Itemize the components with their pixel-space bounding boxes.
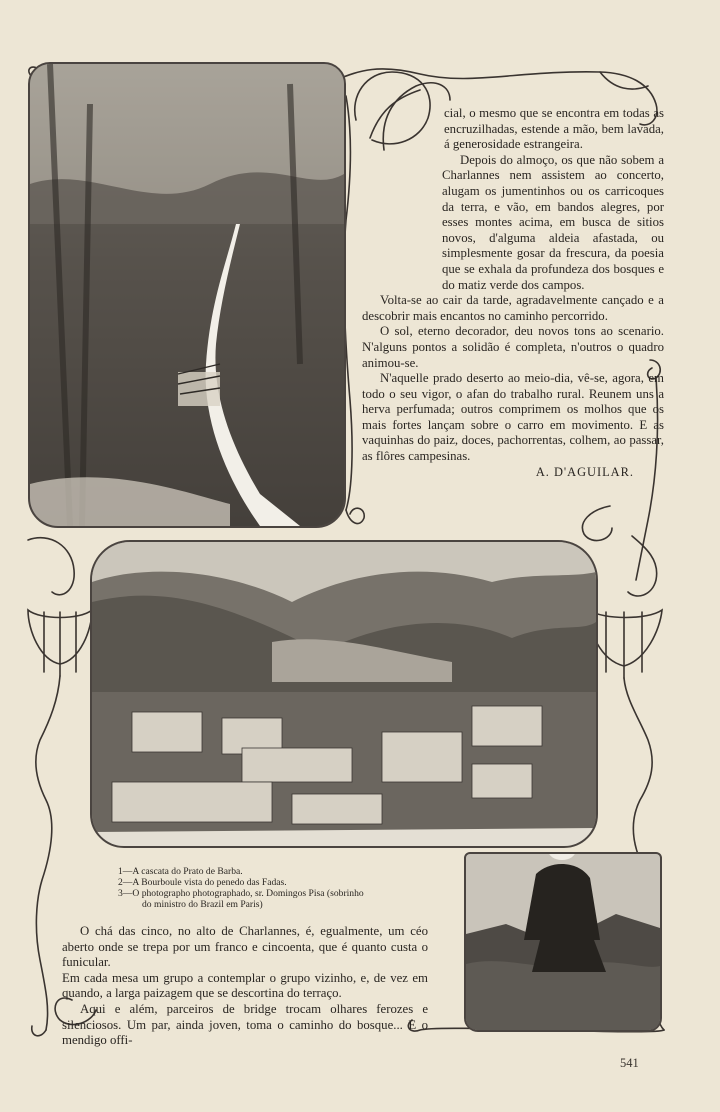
article-paragraph: cial, o mesmo que se encontra em todas as encruzilhadas, estende a mão, bem lavada, á generosidade estrangeira. xyxy=(444,106,664,152)
town-view-image xyxy=(92,542,596,846)
article-paragraph: O sol, eterno decorador, deu novos tons ao scenario. N'alguns pontos a solidão é completa, n'outros o quadro animou-se. xyxy=(362,324,664,370)
author-signature: A. D'AGUILAR. xyxy=(535,464,634,479)
article-continuation-bottom xyxy=(62,924,428,1049)
photographer-image xyxy=(466,854,660,1030)
town-view-photo xyxy=(90,540,598,848)
article-paragraph: Aqui e além, parceiros de bridge trocam olhares ferozes e silenciosos. Um par, ainda joven, toma o caminho do bosque... E o mendigo offi- xyxy=(62,1001,428,1048)
article-paragraph: N'aquelle prado deserto ao meio-dia, vê-se, agora, em todo o seu vigor, o afan do trabalho rural. Reunem uns a herva perfumada; outros comprimem os molhos que os mais fortes lançam sobre o carro em movimento. E as vaquinhas do paiz, doces, pachorrentas, colhem, ao passar, as flôres campesinas. xyxy=(362,371,664,464)
page-number: 541 xyxy=(620,1056,639,1070)
caption-line: 1—A cascata do Prato de Barba. xyxy=(118,866,243,877)
waterfall-image xyxy=(30,64,344,526)
waterfall-photo xyxy=(28,62,346,528)
photo-captions xyxy=(118,866,458,910)
caption-line: 2—A Bourboule vista do penedo das Fadas. xyxy=(118,877,287,888)
article-continuation-top xyxy=(362,106,664,480)
caption-line: 3—O photographo photographado, sr. Domingos Pisa (sobrinho xyxy=(118,888,364,899)
article-paragraph: Depois do almoço, os que não sobem a Charlannes nem assistem ao concerto, alugam os jumentinhos ou os carricoques da terra, e vão, em bandos alegres, por esses montes acima, em busca de sitios novos, d'alguma aldeia afastada, ou simplesmente gosar da frescura, da poesia que se exhala da profundeza dos bosques e do matiz verde dos campos. xyxy=(442,152,664,292)
photographer-photo xyxy=(464,852,662,1032)
article-paragraph: O chá das cinco, no alto de Charlannes, é, egualmente, um céo aberto onde se trepa por um franco e cincoenta, que é quanto custa o funicular. xyxy=(62,924,428,970)
article-paragraph: Em cada mesa um grupo a contemplar o grupo vizinho, e, de vez em quando, a larga paizagem que se descortina do terraço. xyxy=(62,970,428,1001)
article-paragraph: Volta-se ao cair da tarde, agradavelmente cançado e a descobrir mais encantos no caminho percorrido. xyxy=(362,293,664,323)
caption-line: do ministro do Brazil em Paris) xyxy=(142,899,263,910)
